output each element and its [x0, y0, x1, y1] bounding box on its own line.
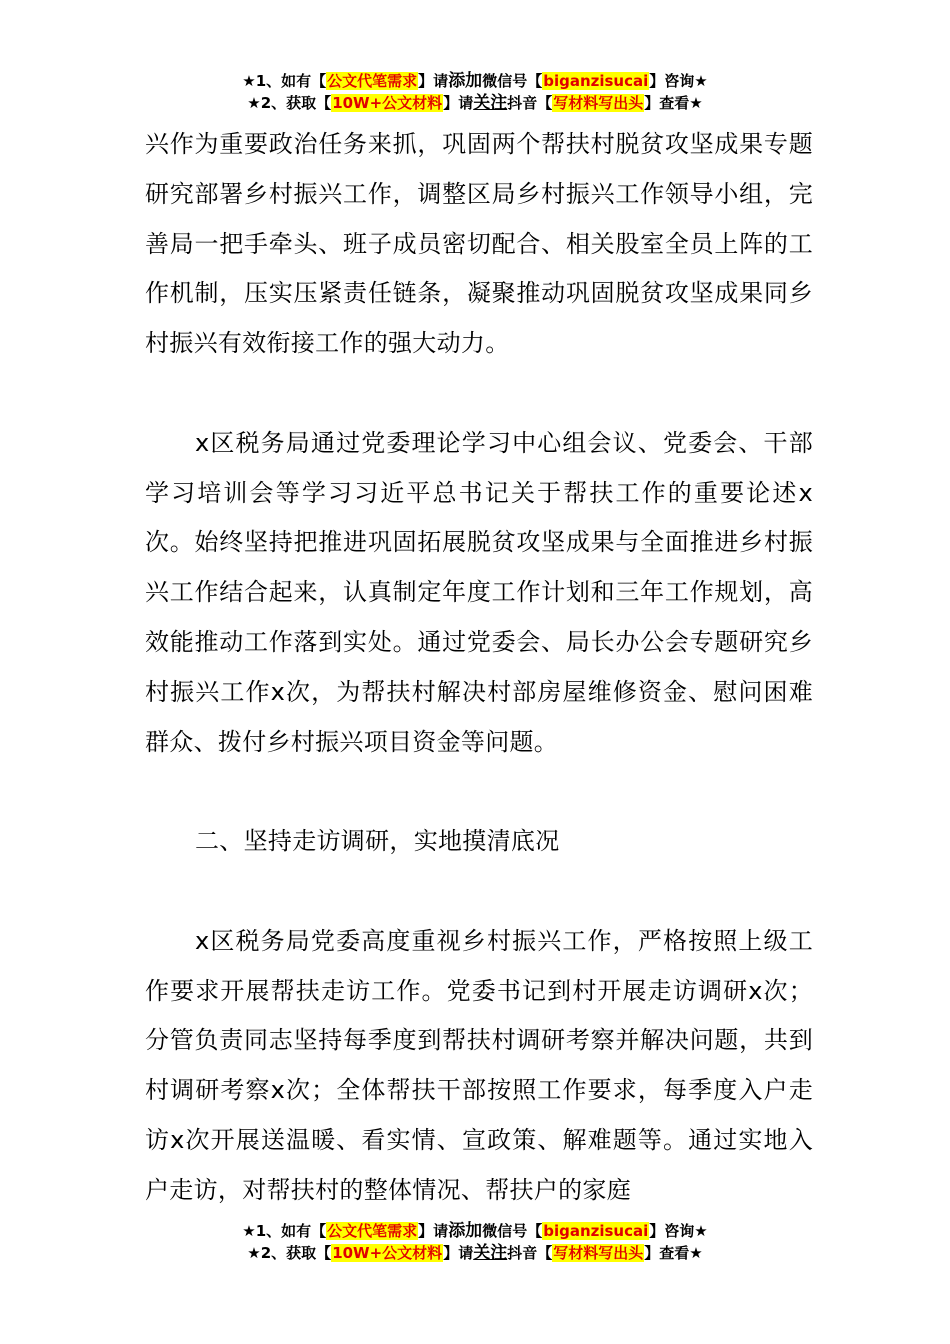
highlight-materials: 10W+公文材料	[332, 94, 443, 112]
highlight-wechat-id: biganzisucai	[543, 1222, 649, 1240]
banner-line-1: ★1、如有【公文代笔需求】请添加微信号【biganzisucai】咨询★	[242, 71, 708, 91]
highlight-materials: 10W+公文材料	[332, 1244, 443, 1262]
banner-line-2: ★2、获取【10W+公文材料】请关注抖音【写材料写出头】查看★	[247, 1243, 703, 1263]
banner-line-1: ★1、如有【公文代笔需求】请添加微信号【biganzisucai】咨询★	[242, 1221, 708, 1241]
section-heading-2: 二、坚持走访调研，实地摸清底况	[195, 827, 560, 856]
banner-line-2: ★2、获取【10W+公文材料】请关注抖音【写材料写出头】查看★	[247, 93, 703, 113]
paragraph-3: x区税务局党委高度重视乡村振兴工作，严格按照上级工作要求开展帮扶走访工作。党委书记到村开展走访调研x次；分管负责同志坚持每季度到帮扶村调研考察并解决问题，共到村调研考察x次；全体帮扶干部按照工作要求，每季度入户走访x次开展送温暖、看实情、宣政策、解难题等。通过实地入户走访，对帮扶村的整体情况、帮扶户的家庭	[145, 926, 813, 1204]
document-body	[145, 120, 813, 1216]
highlight-wechat-id: biganzisucai	[543, 72, 649, 90]
highlight-service: 公文代笔需求	[327, 72, 418, 90]
footer-banner	[0, 1220, 950, 1264]
highlight-douyin-account: 写材料写出头	[553, 94, 644, 112]
highlight-service: 公文代笔需求	[327, 1222, 418, 1240]
highlight-douyin-account: 写材料写出头	[553, 1244, 644, 1262]
header-banner	[0, 70, 950, 114]
paragraph-1: 兴作为重要政治任务来抓，巩固两个帮扶村脱贫攻坚成果专题研究部署乡村振兴工作，调整区局乡村振兴工作领导小组，完善局一把手牵头、班子成员密切配合、相关股室全员上阵的工作机制，压实压紧责任链条，凝聚推动巩固脱贫攻坚成果同乡村振兴有效衔接工作的强大动力。	[145, 130, 813, 358]
paragraph-2: x区税务局通过党委理论学习中心组会议、党委会、干部学习培训会等学习习近平总书记关于帮扶工作的重要论述x次。始终坚持把推进巩固拓展脱贫攻坚成果与全面推进乡村振兴工作结合起来，认真制定年度工作计划和三年工作规划，高效能推动工作落到实处。通过党委会、局长办公会专题研究乡村振兴工作x次，为帮扶村解决村部房屋维修资金、慰问困难群众、拨付乡村振兴项目资金等问题。	[145, 428, 813, 756]
